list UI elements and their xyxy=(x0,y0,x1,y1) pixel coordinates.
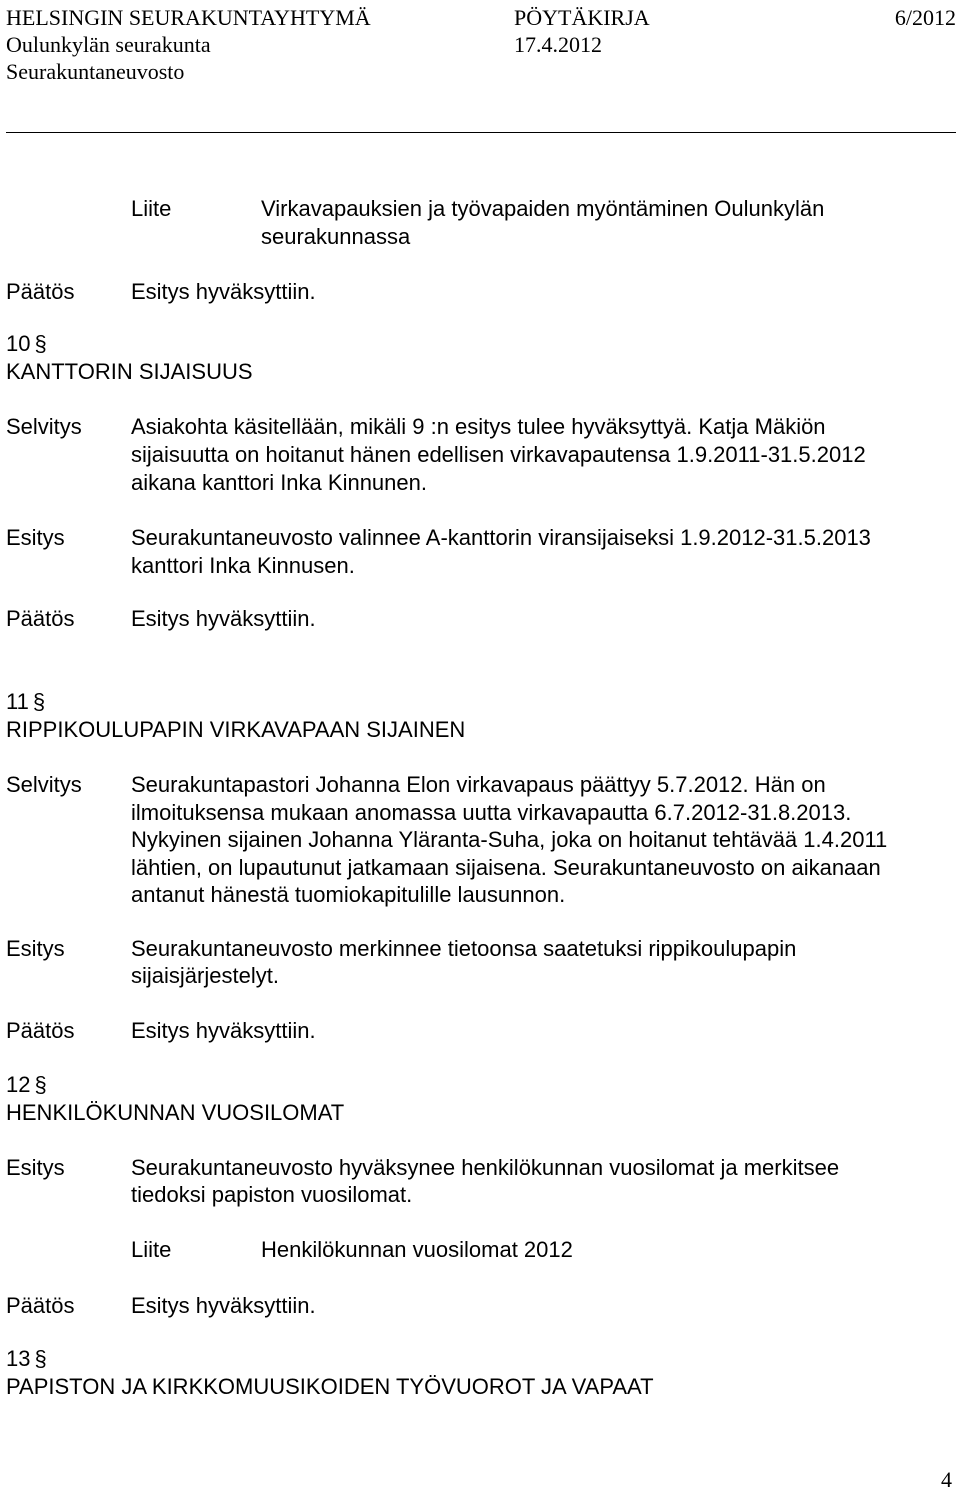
section-number: 13 § xyxy=(6,1346,47,1371)
section-title: HENKILÖKUNNAN VUOSILOMAT xyxy=(6,1100,345,1125)
selvitys-line: Nykyinen sijainen Johanna Yläranta-Suha, joka on hoitanut tehtävää 1.4.2011 xyxy=(131,827,888,852)
header-row-2 xyxy=(6,31,956,58)
page-number: 4 xyxy=(941,1467,952,1492)
header-parish: Oulunkylän seurakunta xyxy=(6,32,211,57)
esitys-line: Seurakuntaneuvosto merkinnee tietoonsa saatetuksi rippikoulupapin xyxy=(131,936,797,961)
section-title: PAPISTON JA KIRKKOMUUSIKOIDEN TYÖVUOROT JA VAPAAT xyxy=(6,1374,654,1399)
paatos-label: Päätös xyxy=(6,1293,75,1318)
header-org: HELSINGIN SEURAKUNTAYHTYMÄ xyxy=(6,5,371,30)
section-number: 11 § xyxy=(6,689,46,714)
paatos-label: Päätös xyxy=(6,1018,75,1043)
selvitys-line: aikana kanttori Inka Kinnunen. xyxy=(131,470,427,495)
esitys-line: Seurakuntaneuvosto valinnee A-kanttorin viransijaiseksi 1.9.2012-31.5.2013 xyxy=(131,525,871,550)
esitys-line: kanttori Inka Kinnusen. xyxy=(131,553,355,578)
paatos-text: Esitys hyväksyttiin. xyxy=(131,279,316,304)
liite-label: Liite xyxy=(131,1237,172,1262)
liite-text: Henkilökunnan vuosilomat 2012 xyxy=(261,1237,573,1262)
selvitys-line: Seurakuntapastori Johanna Elon virkavapaus päättyy 5.7.2012. Hän on xyxy=(131,772,826,797)
section-number: 12 § xyxy=(6,1072,47,1097)
esitys-label: Esitys xyxy=(6,525,65,550)
selvitys-label: Selvitys xyxy=(6,414,82,439)
paatos-text: Esitys hyväksyttiin. xyxy=(131,606,316,631)
section-sign-icon: § xyxy=(34,331,47,356)
section-sign-icon: § xyxy=(34,1346,47,1371)
paatos-text: Esitys hyväksyttiin. xyxy=(131,1018,316,1043)
esitys-line: sijaisjärjestelyt. xyxy=(131,963,279,988)
document-header xyxy=(6,4,956,85)
section-title: KANTTORIN SIJAISUUS xyxy=(6,359,253,384)
section-sign-icon: § xyxy=(34,1072,47,1097)
esitys-label: Esitys xyxy=(6,936,65,961)
section-number: 10 § xyxy=(6,331,47,356)
paatos-label: Päätös xyxy=(6,606,75,631)
selvitys-label: Selvitys xyxy=(6,772,82,797)
selvitys-line: Asiakohta käsitellään, mikäli 9 :n esitys tulee hyväksyttyä. Katja Mäkiön xyxy=(131,414,826,439)
header-row-3 xyxy=(6,58,956,85)
esitys-line: Seurakuntaneuvosto hyväksynee henkilökunnan vuosilomat ja merkitsee xyxy=(131,1155,840,1180)
selvitys-line: sijaisuutta on hoitanut hänen edellisen virkavapautensa 1.9.2011-31.5.2012 xyxy=(131,442,866,467)
section-title: RIPPIKOULUPAPIN VIRKAVAPAAN SIJAINEN xyxy=(6,717,466,742)
section-sign-icon: § xyxy=(32,689,46,714)
liite-label: Liite xyxy=(131,196,172,221)
liite-line: Virkavapauksien ja työvapaiden myöntäminen Oulunkylän xyxy=(261,196,825,221)
paatos-text: Esitys hyväksyttiin. xyxy=(131,1293,316,1318)
selvitys-line: antanut hänestä tuomiokapitulille lausunnon. xyxy=(131,882,566,907)
header-doc-type: PÖYTÄKIRJA xyxy=(514,5,650,30)
selvitys-line: lähtien, on lupautunut jatkamaan sijaisena. Seurakuntaneuvosto on aikanaan xyxy=(131,855,881,880)
header-doc-number: 6/2012 xyxy=(894,5,956,30)
paatos-label: Päätös xyxy=(6,279,75,304)
selvitys-line: ilmoituksensa mukaan anomassa uutta virkavapautta 6.7.2012-31.8.2013. xyxy=(131,800,852,825)
header-divider xyxy=(6,132,956,133)
header-date: 17.4.2012 xyxy=(514,32,602,57)
esitys-line: tiedoksi papiston vuosilomat. xyxy=(131,1182,413,1207)
esitys-label: Esitys xyxy=(6,1155,65,1180)
header-body: Seurakuntaneuvosto xyxy=(6,59,185,84)
liite-line: seurakunnassa xyxy=(261,224,411,249)
header-row-1 xyxy=(6,4,956,31)
